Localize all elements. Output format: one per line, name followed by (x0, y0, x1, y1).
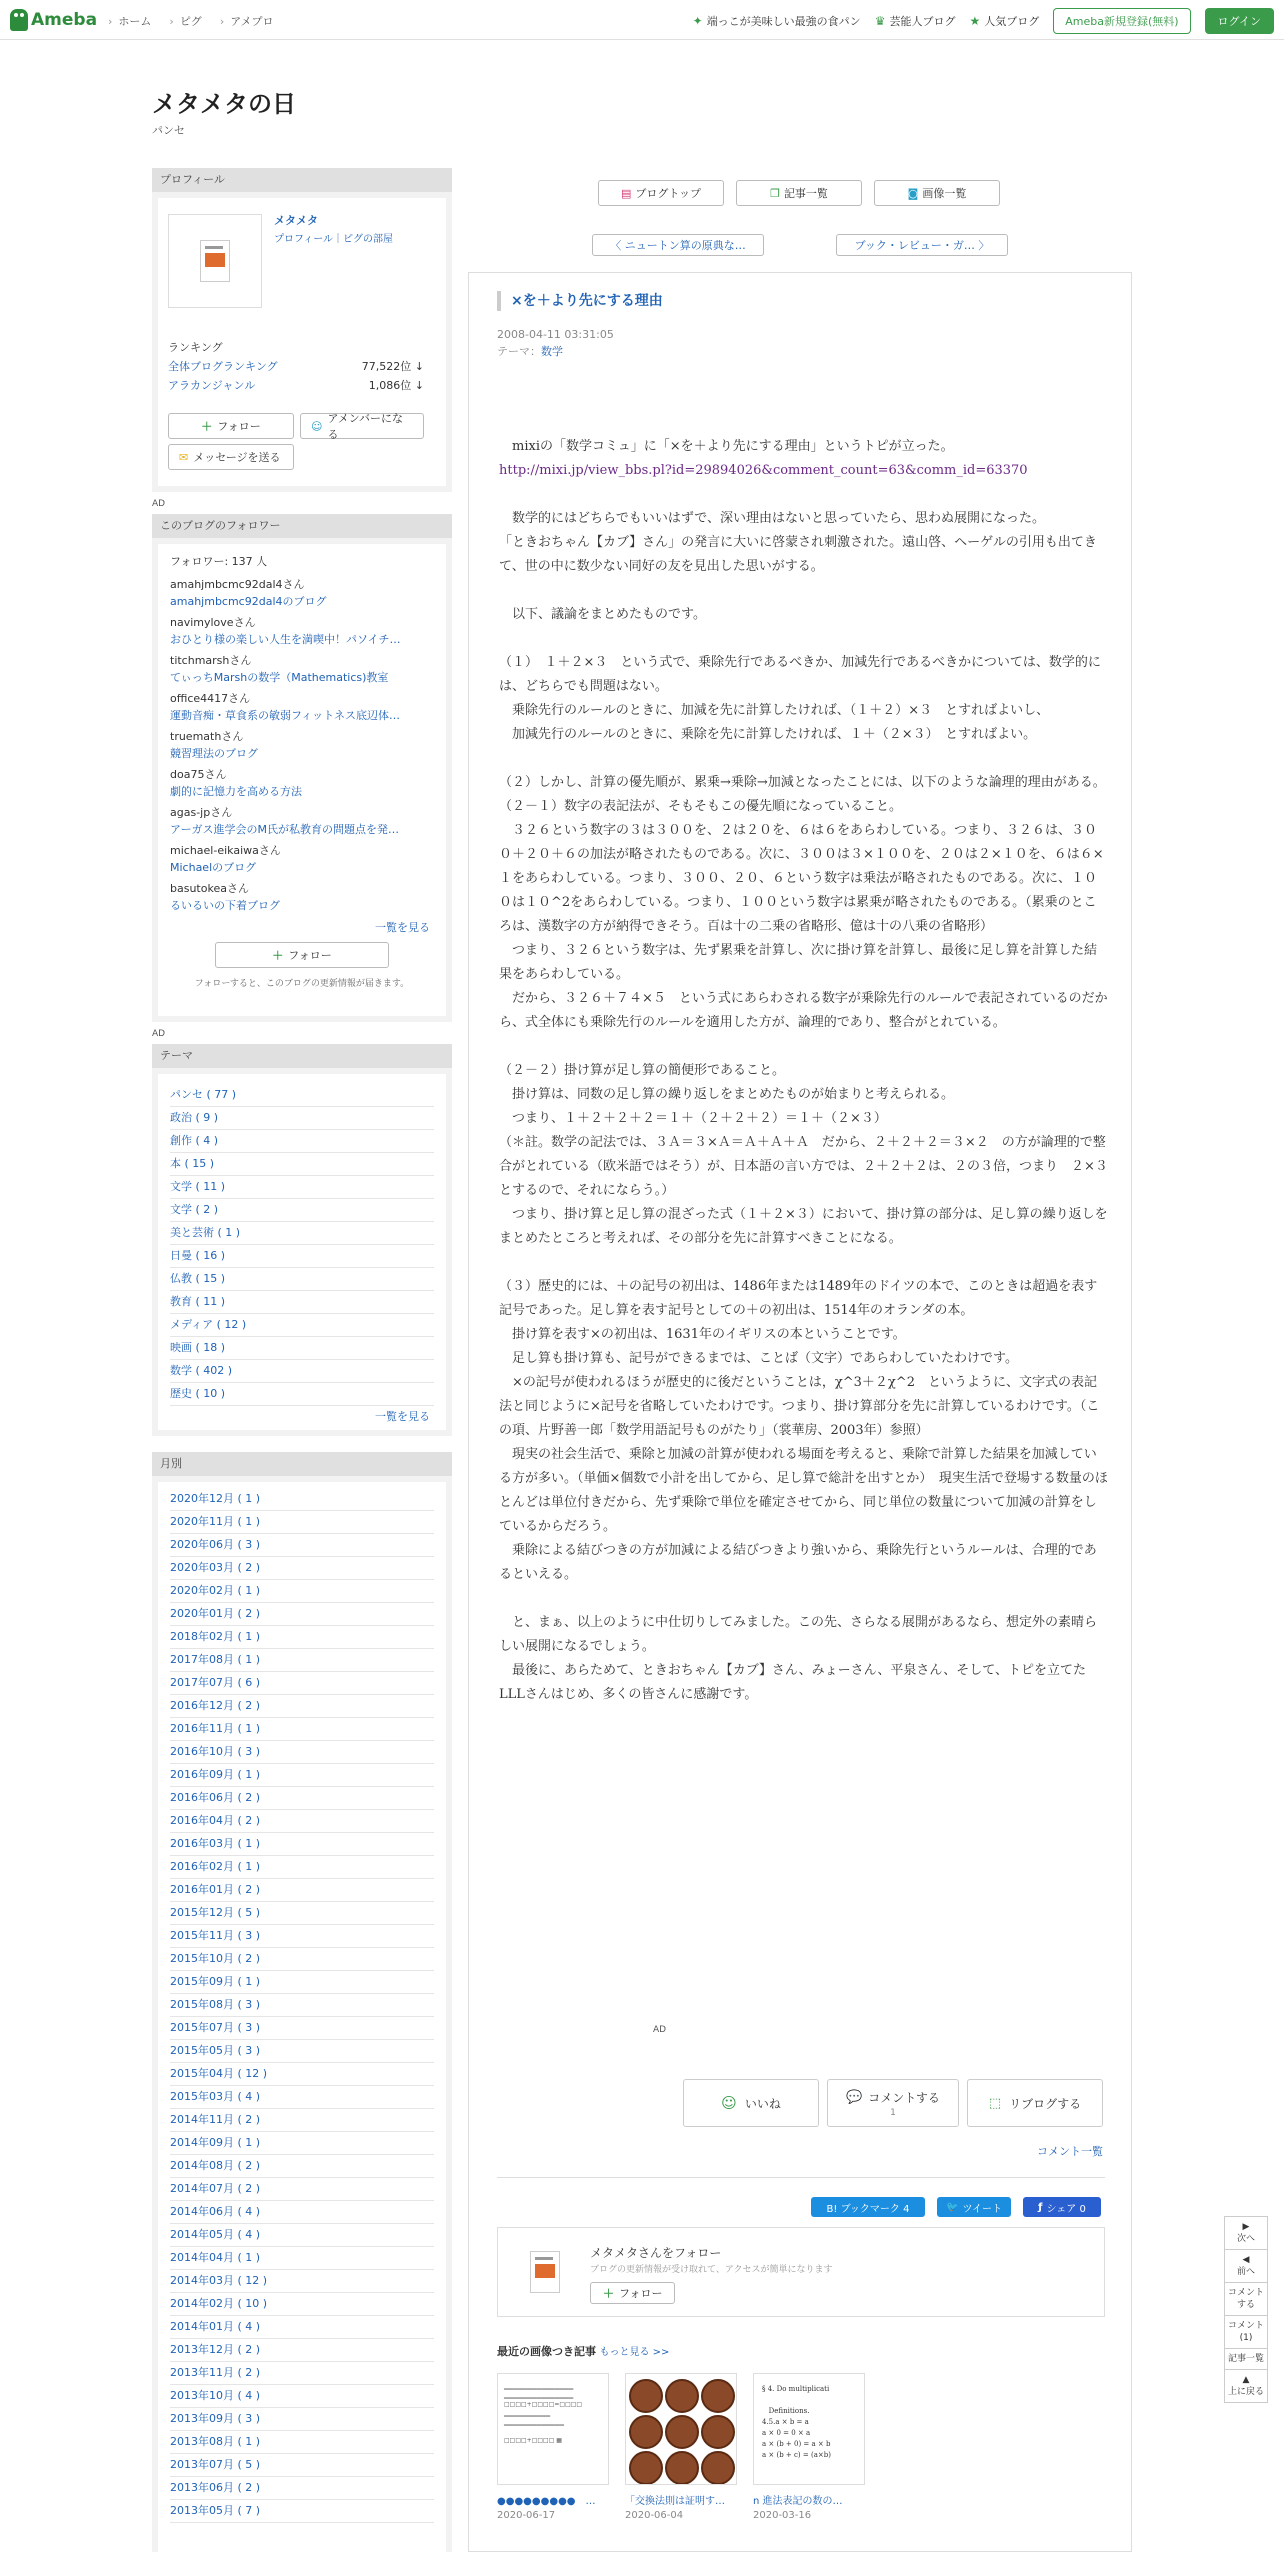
article-body (499, 435, 1109, 1707)
recent-caption (497, 2495, 617, 2523)
recent-date: 2020-06-04 (625, 2510, 684, 2521)
recent-date: 2020-03-16 (753, 2510, 812, 2521)
month-item[interactable]: 2015年04月 ( 12 ) (170, 2063, 434, 2086)
month-item[interactable]: 2014年07月 ( 2 ) (170, 2178, 434, 2201)
month-item[interactable]: 2018年02月 ( 1 ) (170, 1626, 434, 1649)
follower-blog-link[interactable]: amahjmbcmc92dal4のブログ (170, 595, 327, 608)
follower-name[interactable]: office4417さん (170, 692, 251, 705)
follower-name[interactable]: michael-eikaiwaさん (170, 844, 281, 857)
recent-title: 最近の画像つき記事 (497, 2345, 596, 2358)
theme-item[interactable]: 仏教 ( 15 ) (170, 1268, 434, 1291)
comment-list-link[interactable]: コメント一覧 (1037, 2145, 1103, 2158)
month-item[interactable]: 2016年06月 ( 2 ) (170, 1787, 434, 1810)
follow-box-avatar[interactable] (520, 2242, 570, 2302)
follower-name[interactable]: titchmarshさん (170, 654, 252, 667)
rank-genre-link[interactable]: アラカンジャンル (168, 379, 256, 392)
comment-nav[interactable]: コメントする (1225, 2283, 1267, 2316)
login-button[interactable]: ログイン (1205, 8, 1274, 34)
profile-section (152, 168, 452, 492)
mixi-link[interactable]: http://mixi.jp/view_bbs.pl?id=29894026&comment_count=63&comm_id=63370 (499, 463, 1028, 478)
month-item[interactable]: 2017年08月 ( 1 ) (170, 1649, 434, 1672)
article-paragraph: mixiの「数学コミュ」に「×を＋より先にする理由」というトピが立った。 (499, 439, 954, 454)
month-item[interactable]: 2020年12月 ( 1 ) (170, 1488, 434, 1511)
themes-more-link[interactable]: 一覧を見る (375, 1410, 430, 1423)
list-doc-icon: ❐ (770, 186, 780, 200)
follower-name[interactable]: agas-jpさん (170, 806, 233, 819)
theme-item[interactable]: 数学 ( 402 ) (170, 1360, 434, 1383)
month-item[interactable]: 2013年08月 ( 1 ) (170, 2431, 434, 2454)
ad-label: AD (152, 1029, 166, 1039)
prev-article-link[interactable]: 〈 ニュートン算の原典な… (592, 234, 764, 256)
blog-subtitle: パンセ (152, 124, 185, 137)
article-text: 数学的にはどちらでもいいはずで、深い理由はないと思っていたら、思わぬ展開になった。 「ときおちゃん【カブ】さん」の発言に大いに啓蒙され刺激された。遠山啓、ヘーゲルの引用も出てきて、世の中に数少ない同好の友を見出した思いがする。 以下、議論をまとめたものです。 （１） １＋２×３ という式で、乗除先行であるべきか、加減先行であるべきかについては、数学的には、どちらでも問題はない。 乗除先行のルールのときに、加減を先に計算したければ、（１＋２）×３ とすればよいし、 加減先行のルールのときに、乗除を先に計算したければ、１＋（２×３） とすればよい。 （２）しかし、計算の優先順が、累乗→乗除→加減となったことには、以下のような論理的理由がある。 （２－１）数字の表記法が、そもそもこの優先順になっていること。 ３２６という数字の３は３００を、２は２０を、６は６をあらわしている。つまり、３２６は、３００＋２０＋６の加法が略されたものである。次に、３００は３×１００を、２０は２×１０を、６は６×１をあらわしている。つまり、３００、２０、６という数字は乗法が略されたものである。次に、１００は１０^2をあらわしている。つまり、１００という数字は累乗が略されたものである。（累乗のところは、漢数字の方が納得できそう。百は十の二乗の省略形、億は十の八乗の省略形） つまり、３２６という数字は、先ず累乗を計算し、次に掛け算を計算し、最後に足し算を計算した結果をあらわしている。 だから、３２６＋７４×５ という式にあらわされる数字が乗除先行のルールで表記されているのだから、式全体にも乗除先行のルールを適用した方が、論理的であり、整合がとれている。 （２－２）掛け算が足し算の簡便形であること。 掛け算は、同数の足し算の繰り返しをまとめたものが始まりと考えられる。 つまり、１＋２＋２＋２＝１＋（２＋２＋２）＝１＋（２×３） （＊註。数学の記法では、３Ａ＝３×Ａ＝Ａ＋Ａ＋Ａ だから、２＋２＋２＝３×２ の方が論理的で整合がとれている（欧米語ではそう）が、日本語の言い方では、２＋２＋２は、２の３倍，つまり ２×３ とするので、それにならう。） つまり、掛け算と足し算の混ざった式（１＋２×３）において、掛け算の部分は、足し算の繰り返しをまとめたところと考えれば、その部分を先に計算すべきことになる。 （３）歴史的には、＋の記号の初出は、1486年または1489年のドイツの本で、このときは超過を表す記号であった。足し算を表す記号としての＋の初出は、1514年のオランダの本。 掛け算を表す×の初出は、1631年のイギリスの本ということです。 足し算も掛け算も、記号ができるまでは、ことば（文字）であらわしていたわけです。 ×の記号が使われるほうが歴史的に後だということは，χ^3＋２χ^2 というように、文字式の表記法と同じように×記号を省略していたわけです。つまり、掛け算部分を先に計算しているわけです。（この項、片野善一郎「数学用語記号ものがたり」（裳華房、2003年）参照） 現実の社会生活で、乗除と加減の計算が使われる場面を考えると、乗除で計算した結果を加減している方が多い。（単価×個数で小計を出してから、足し算で総計を出すとか） 現実生活で登場する数量のほとんどは単位付きだから、先ず乗除で単位を確定させてから、同じ単位の数量について加減の計算をしているからだろう。 乗除による結びつきの方が加減による結びつきより強いから、乗除先行というルールは、合理的であるといえる。 と、まぁ、以上のように中仕切りしてみました。この先、さらなる展開があるなら、想定外の素晴らしい展開になるでしょう。 最後に、あらためて、ときおちゃん【カブ】さん、みょーさん、平泉さん、そして、トピを立てたLLLさんはじめ、多くの皆さんに感謝です。 (499, 511, 1108, 1702)
theme-item[interactable]: 文学 ( 11 ) (170, 1176, 434, 1199)
article-theme-link[interactable]: 数学 (541, 345, 563, 358)
month-item[interactable]: 2014年03月 ( 12 ) (170, 2270, 434, 2293)
month-item[interactable]: 2020年02月 ( 1 ) (170, 1580, 434, 1603)
article-list-nav[interactable]: 記事一覧 (1225, 2349, 1267, 2370)
recent-more-link[interactable]: もっと見る >> (599, 2347, 670, 2358)
profile-name[interactable]: メタメタ (274, 214, 318, 227)
month-item[interactable]: 2016年04月 ( 2 ) (170, 1810, 434, 1833)
follower-item (170, 880, 434, 914)
theme-item[interactable]: パンセ ( 77 ) (170, 1084, 434, 1107)
monthly-heading: 月別 (152, 1452, 452, 1476)
month-item[interactable]: 2014年06月 ( 4 ) (170, 2201, 434, 2224)
month-item[interactable]: 2014年02月 ( 10 ) (170, 2293, 434, 2316)
coins-image (626, 2374, 737, 2485)
theme-item[interactable]: 美と芸術 ( 1 ) (170, 1222, 434, 1245)
ranking-label: ランキング (168, 341, 223, 354)
follow-button-2[interactable] (215, 942, 389, 968)
follower-blog-link[interactable]: 劇的に記憶力を高める方法 (170, 785, 302, 798)
follow-label: フォロー (619, 2287, 663, 2300)
follow-box (497, 2227, 1105, 2317)
facebook-share-button[interactable] (1023, 2197, 1101, 2217)
star-icon: ✦ (692, 14, 703, 28)
month-item[interactable]: 2014年04月 ( 1 ) (170, 2247, 434, 2270)
month-item[interactable]: 2014年01月 ( 4 ) (170, 2316, 434, 2339)
header-link-bread[interactable] (693, 13, 861, 29)
follower-name[interactable]: amahjmbcmc92dal4さん (170, 578, 305, 591)
month-item[interactable]: 2020年03月 ( 2 ) (170, 1557, 434, 1580)
month-item[interactable]: 2016年11月 ( 1 ) (170, 1718, 434, 1741)
message-label: メッセージを送る (193, 451, 281, 464)
next-article-link[interactable]: ブック・レビュー・ガ… 〉 (836, 234, 1008, 256)
follower-blog-link[interactable]: てぃっちMarshの数学（Mathematics)教室 (170, 671, 389, 684)
follower-name[interactable]: doa75さん (170, 768, 227, 781)
month-item[interactable]: 2013年10月 ( 4 ) (170, 2385, 434, 2408)
member-label: アメンバーになる (327, 412, 404, 441)
plus-icon: ＋ (603, 2287, 614, 2300)
right-floating-nav (1224, 2216, 1268, 2403)
month-item[interactable]: 2016年09月 ( 1 ) (170, 1764, 434, 1787)
follower-item (170, 690, 434, 724)
comment-button[interactable] (827, 2079, 959, 2127)
follow-box-button[interactable] (590, 2282, 675, 2304)
follower-blog-link[interactable]: 競習理法のブログ (170, 747, 258, 760)
image-list-button[interactable] (874, 180, 1000, 206)
twitter-bird-icon: 🐦 (946, 2201, 959, 2213)
recent-thumb-3[interactable]: § 4. Do multiplicati Definitions. 4.5.a × b = a a × 0 = 0 × a a × (b + 0) = a × b a × (b + c) = (a×b) (753, 2373, 865, 2485)
month-item[interactable]: 2013年07月 ( 5 ) (170, 2454, 434, 2477)
month-item[interactable]: 2015年08月 ( 3 ) (170, 1994, 434, 2017)
divider (497, 2177, 1105, 2178)
follower-blog-link[interactable]: おひとり様の楽しい人生を満喫中！パソイチ… (170, 633, 401, 646)
home-doc-icon: ▤ (620, 186, 632, 200)
next-nav[interactable]: ▶ 次へ (1225, 2217, 1267, 2250)
rank-overall-value: 77,522位 ↓ (361, 360, 424, 373)
follower-blog-link[interactable]: 運動音痴・草食系の敏弱フィットネス底辺体… (170, 709, 401, 722)
recent-title-link[interactable]: 「交換法則は証明す… (625, 2496, 725, 2507)
month-item[interactable]: 2013年12月 ( 2 ) (170, 2339, 434, 2362)
nav-amepro[interactable]: › アメプロ (220, 13, 274, 29)
theme-item[interactable]: 映画 ( 18 ) (170, 1337, 434, 1360)
header-right (693, 8, 1274, 34)
header-link-label: 人気ブログ (984, 15, 1040, 28)
header-link-label: 端っこが美味しい最強の食パン (706, 15, 861, 28)
back-to-top-nav[interactable]: ▲ 上に戻る (1227, 2375, 1264, 2397)
plus-icon: ＋ (201, 420, 213, 433)
follow-box-title: メタメタさんをフォロー (590, 2246, 722, 2260)
reblog-label: リブログする (1009, 2096, 1082, 2111)
ad-label: AD (653, 2025, 667, 2035)
sidebar (152, 168, 452, 2568)
share-label: シェア 0 (1046, 2203, 1086, 2215)
month-item[interactable]: 2016年03月 ( 1 ) (170, 1833, 434, 1856)
recent-thumb-2[interactable] (625, 2373, 737, 2485)
header-link-popular[interactable] (969, 13, 1039, 29)
recent-thumb-1[interactable]: ▁▁▁▁▁▁▁▁▁▁▁▁▁▁▁ ▁▁▁▁▁▁▁▁▁▁▁▁▁▁▁ □□□□+□□□□=□□□□ ▁▁▁▁▁▁▁▁▁▁ ▁▁▁▁▁▁▁▁▁▁▁▁▁ □□□□+□□□□ ▦ (497, 2373, 609, 2485)
follower-item (170, 728, 434, 762)
smile-icon: ☺ (721, 2094, 737, 2112)
month-item[interactable]: 2015年10月 ( 2 ) (170, 1948, 434, 1971)
header-nav (108, 13, 274, 29)
recent-caption (625, 2495, 745, 2523)
like-button[interactable] (683, 2079, 819, 2127)
month-item[interactable]: 2013年05月 ( 7 ) (170, 2500, 434, 2523)
theme-item[interactable]: 日曼 ( 16 ) (170, 1245, 434, 1268)
month-item[interactable]: 2020年11月 ( 1 ) (170, 1511, 434, 1534)
theme-item[interactable]: 創作 ( 4 ) (170, 1130, 434, 1153)
reblog-icon: ⬚ (988, 2095, 1002, 2111)
envelope-icon: ✉ (179, 450, 189, 464)
month-item[interactable]: 2020年01月 ( 2 ) (170, 1603, 434, 1626)
article-list-label: 記事一覧 (783, 187, 828, 200)
crown-icon: ♛ (874, 14, 886, 28)
book-cover-icon (200, 240, 230, 282)
prev-label: 前へ (1236, 2267, 1255, 2277)
follow-label: フォロー (217, 420, 261, 433)
ad-label: AD (152, 499, 166, 509)
follower-count: フォロワー: 137 人 (170, 555, 268, 568)
hatena-bookmark-button[interactable]: B! ブックマーク 4 (811, 2197, 925, 2217)
theme-item[interactable]: 教育 ( 11 ) (170, 1291, 434, 1314)
tweet-label: ツイート (962, 2203, 1002, 2215)
theme-item[interactable]: 政治 ( 9 ) (170, 1107, 434, 1130)
month-item[interactable]: 2016年02月 ( 1 ) (170, 1856, 434, 1879)
follow-box-desc: ブログの更新情報が受け取れて、アクセスが簡単になります (590, 2265, 833, 2275)
blog-title[interactable]: メタメタの日 (152, 90, 296, 118)
book-cover-icon (530, 2251, 560, 2293)
plus-icon: ＋ (272, 949, 284, 962)
follow-label: フォロー (288, 949, 332, 962)
ameba-logo[interactable] (10, 9, 97, 31)
profile-heading: プロフィール (152, 168, 452, 192)
rank-genre-value: 1,086位 ↓ (368, 379, 424, 392)
comment-count-nav[interactable]: コメント(1) (1225, 2316, 1267, 2349)
comment-count: 1 (890, 2107, 896, 2118)
month-item[interactable]: 2015年03月 ( 4 ) (170, 2086, 434, 2109)
logo-text: Ameba (31, 10, 98, 30)
avatar[interactable] (168, 214, 262, 308)
month-item[interactable]: 2016年12月 ( 2 ) (170, 1695, 434, 1718)
month-item[interactable]: 2016年01月 ( 2 ) (170, 1879, 434, 1902)
header-link-label: 芸能人ブログ (889, 15, 956, 28)
month-item[interactable]: 2013年06月 ( 2 ) (170, 2477, 434, 2500)
month-item[interactable]: 2014年08月 ( 2 ) (170, 2155, 434, 2178)
follower-item (170, 614, 434, 648)
month-item[interactable]: 2013年09月 ( 3 ) (170, 2408, 434, 2431)
blog-top-label: ブログトップ (635, 187, 702, 200)
month-item[interactable]: 2015年07月 ( 3 ) (170, 2017, 434, 2040)
follow-note: フォローすると、このブログの更新情報が届きます。 (194, 979, 410, 989)
month-item[interactable]: 2015年12月 ( 5 ) (170, 1902, 434, 1925)
recent-title-link[interactable]: ●●●●●●●●● … (497, 2496, 596, 2507)
followers-section (152, 514, 452, 1022)
comment-label: コメントする (868, 2090, 940, 2105)
camera-icon: ◙ (907, 186, 919, 200)
month-item[interactable]: 2017年07月 ( 6 ) (170, 1672, 434, 1695)
image-list-label: 画像一覧 (922, 187, 967, 200)
follower-name[interactable]: basutokeaさん (170, 882, 249, 895)
month-item[interactable]: 2015年11月 ( 3 ) (170, 1925, 434, 1948)
month-item[interactable]: 2014年09月 ( 1 ) (170, 2132, 434, 2155)
follower-name[interactable]: navimyloveさん (170, 616, 256, 629)
recent-date: 2020-06-17 (497, 2510, 556, 2521)
article-meta (497, 326, 614, 360)
article (468, 272, 1132, 2552)
article-date: 2008-04-11 03:31:05 (497, 328, 614, 341)
message-button[interactable] (168, 444, 294, 470)
reblog-button[interactable] (967, 2079, 1103, 2127)
ameba-frog-icon (10, 9, 28, 31)
recent-title-link[interactable]: n 進法表記の数の… (753, 2496, 843, 2507)
month-item[interactable]: 2013年11月 ( 2 ) (170, 2362, 434, 2385)
follower-blog-link[interactable]: Michaelのブログ (170, 861, 257, 874)
rank-overall-link[interactable]: 全体ブログランキング (168, 360, 278, 373)
back-to-top-label: 上に戻る (1227, 2387, 1264, 2397)
nav-home[interactable]: › ホーム (108, 13, 151, 29)
follower-name[interactable]: truemathさん (170, 730, 244, 743)
month-item[interactable]: 2015年05月 ( 3 ) (170, 2040, 434, 2063)
recent-caption (753, 2495, 873, 2523)
register-button[interactable]: Ameba新規登録(無料) (1053, 8, 1190, 34)
member-button[interactable] (300, 413, 424, 439)
global-header (0, 0, 1284, 40)
nav-pigg[interactable]: › ピグ (169, 13, 201, 29)
followers-heading: このブログのフォロワー (152, 514, 452, 538)
prev-nav[interactable]: ◀ 前へ (1225, 2250, 1267, 2283)
star-icon: ★ (969, 14, 981, 28)
header-link-celeb[interactable] (875, 13, 956, 29)
speech-bubble-icon: 💬 (846, 2089, 863, 2105)
article-list-button[interactable] (736, 180, 862, 206)
month-item[interactable]: 2020年06月 ( 3 ) (170, 1534, 434, 1557)
blog-top-button[interactable] (598, 180, 724, 206)
profile-links[interactable]: プロフィール｜ピグの部屋 (274, 234, 393, 245)
follower-item (170, 804, 434, 838)
themes-section (152, 1044, 452, 1436)
follower-item (170, 576, 434, 610)
like-label: いいね (744, 2096, 781, 2111)
article-title[interactable]: ×を＋より先にする理由 (497, 291, 663, 311)
month-item[interactable]: 2014年11月 ( 2 ) (170, 2109, 434, 2132)
theme-item[interactable]: 本 ( 15 ) (170, 1153, 434, 1176)
next-label: 次へ (1236, 2234, 1255, 2244)
amember-icon: ☺ (311, 419, 323, 433)
theme-item[interactable]: 歴史 ( 10 ) (170, 1383, 434, 1406)
follow-button[interactable] (168, 413, 294, 439)
month-item[interactable]: 2016年10月 ( 3 ) (170, 1741, 434, 1764)
month-item[interactable]: 2015年09月 ( 1 ) (170, 1971, 434, 1994)
follower-blog-link[interactable]: るいるいの下着ブログ (170, 899, 280, 912)
recent-images-header (497, 2343, 669, 2359)
theme-item[interactable]: 文学 ( 2 ) (170, 1199, 434, 1222)
tweet-button[interactable] (937, 2197, 1011, 2217)
theme-item[interactable]: メディア ( 12 ) (170, 1314, 434, 1337)
follower-item (170, 766, 434, 800)
monthly-section (152, 1452, 452, 2552)
followers-more-link[interactable]: 一覧を見る (375, 921, 430, 934)
follower-item (170, 652, 434, 686)
facebook-icon: ƒ (1038, 2201, 1043, 2213)
themes-heading: テーマ (152, 1044, 452, 1068)
theme-label: テーマ： (497, 345, 541, 358)
follower-item (170, 842, 434, 876)
month-item[interactable]: 2014年05月 ( 4 ) (170, 2224, 434, 2247)
follower-blog-link[interactable]: アーガス進学会のM氏が私教育の問題点を発… (170, 823, 399, 836)
